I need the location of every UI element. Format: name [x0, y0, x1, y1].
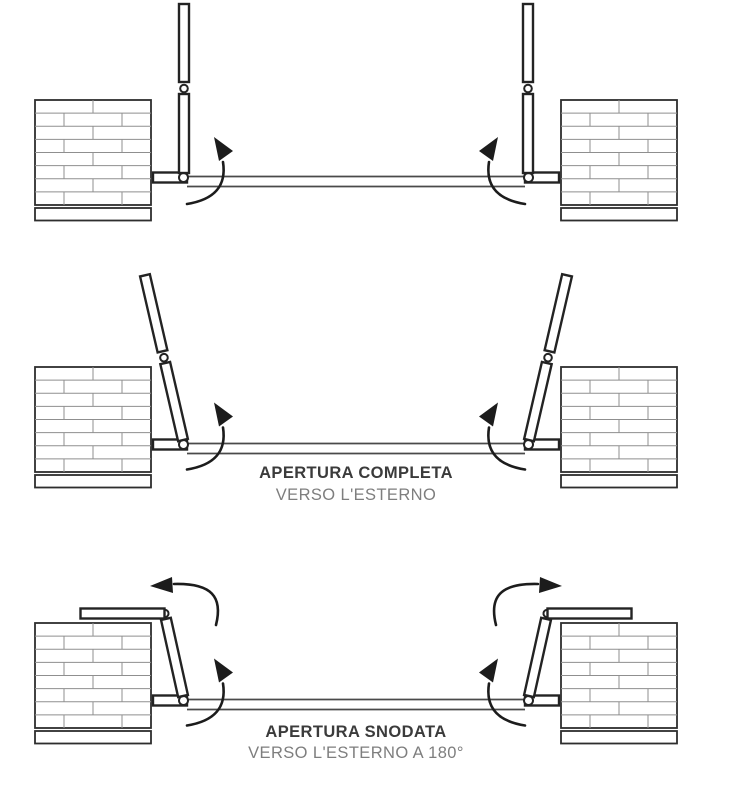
row2-subtitle: VERSO L'ESTERNO: [275, 486, 437, 504]
row3-title: APERTURA SNODATA: [265, 723, 447, 741]
left-door-wall-assembly: [35, 4, 233, 221]
right-door-wall-assembly: [479, 274, 677, 487]
row3-subtitle: VERSO L'ESTERNO A 180°: [248, 744, 464, 762]
right-door-wall-assembly: [479, 577, 677, 744]
row-apertura-completa: [35, 274, 677, 504]
left-door-wall-assembly: [35, 274, 233, 487]
right-door-wall-assembly: [479, 4, 677, 221]
row2-title: APERTURA COMPLETA: [259, 464, 453, 482]
row-open-90: [35, 4, 677, 221]
row-apertura-snodata: [35, 577, 677, 762]
left-door-wall-assembly: [35, 577, 233, 744]
